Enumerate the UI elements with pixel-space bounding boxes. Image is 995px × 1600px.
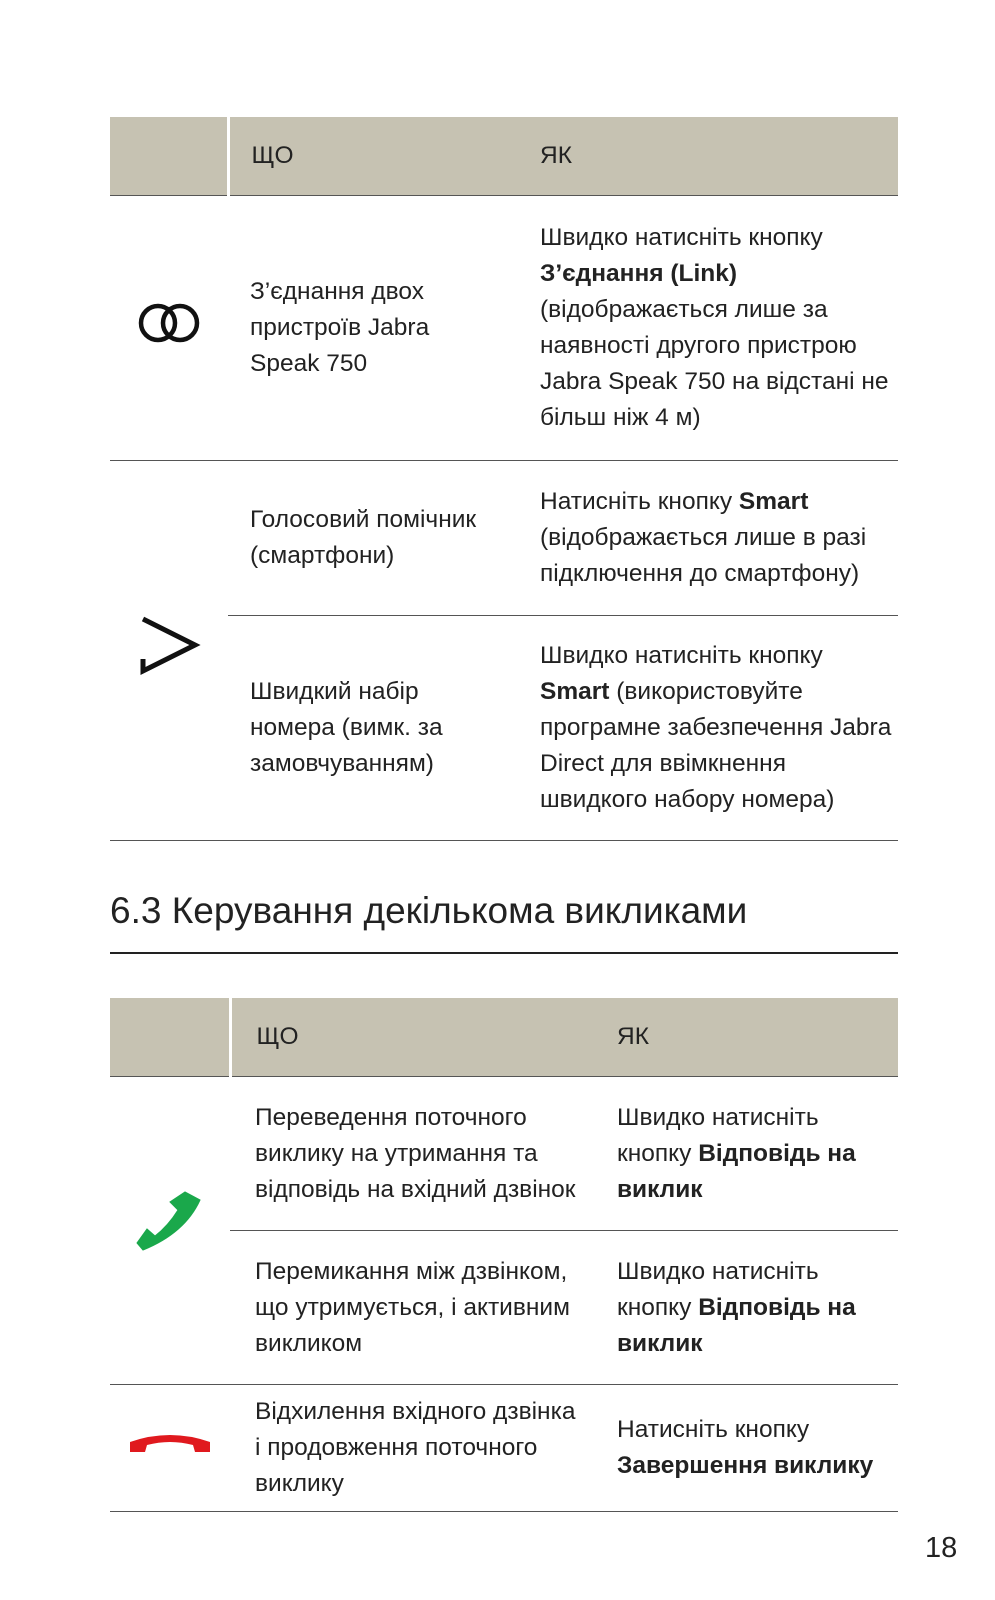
what-cell: Переведення поточного виклику на утримання та відповідь на вхідний дзвінок [230, 1077, 597, 1231]
icon-cell [110, 1385, 230, 1512]
page-number: 18 [925, 1532, 958, 1564]
table-header [110, 998, 898, 1077]
how-note: (відображається лише за наявності другого пристрою Jabra Speak 750 на відстані не більш ніж 4 м) [540, 296, 889, 431]
what-cell: Перемикання між дзвінком, що утримується, і активним викликом [230, 1231, 597, 1385]
how-cell [518, 461, 898, 616]
header-how: ЯК [597, 998, 898, 1077]
what-cell: Швидкий набір номера (вимк. за замовчуванням) [228, 616, 518, 841]
what-cell: Голосовий помічник (смартфони) [228, 461, 518, 616]
how-text: Швидко натисніть кнопку [617, 1257, 819, 1321]
button-name: З’єднання (Link) [540, 260, 738, 287]
button-name: Завершення виклику [617, 1452, 874, 1479]
header-icon-cell [110, 117, 228, 196]
icon-cell [110, 461, 228, 841]
table-row [110, 196, 898, 461]
smart-icon [137, 656, 201, 683]
how-text: Швидко натисніть кнопку [540, 224, 823, 251]
section-heading: 6.3 Керування декількома викликами [110, 890, 748, 931]
header-icon-cell [110, 998, 230, 1077]
how-text: Швидко натисніть кнопку [617, 1103, 819, 1167]
table-header [110, 117, 898, 196]
how-text: Натисніть кнопку [617, 1416, 810, 1443]
how-note: (відображається лише в разі підключення до смартфону) [540, 524, 867, 587]
what-cell: З’єднання двох пристроїв Jabra Speak 750 [228, 196, 518, 461]
table-row [110, 1385, 898, 1512]
answer-call-icon [133, 1241, 207, 1268]
button-name: Smart [738, 488, 809, 515]
how-text: Натисніть кнопку [540, 488, 739, 515]
how-note: (використовуйте програмне забезпечення Jabra Direct для ввімкнення швидкого набору номера) [540, 678, 892, 813]
how-cell [597, 1231, 898, 1385]
link-icon [137, 324, 201, 351]
table-row [110, 461, 898, 616]
controls-table-2 [110, 998, 898, 1512]
header-what: ЩО [230, 998, 597, 1077]
header-what: ЩО [228, 117, 518, 196]
controls-table-1 [110, 117, 898, 841]
header-how: ЯК [518, 117, 898, 196]
heading-divider [110, 952, 898, 954]
how-cell [518, 196, 898, 461]
how-cell [597, 1385, 898, 1512]
button-name: Відповідь на виклик [617, 1139, 856, 1203]
end-call-icon [127, 1437, 213, 1464]
how-text: Швидко натисніть кнопку [540, 642, 823, 669]
how-cell [518, 616, 898, 841]
button-name: Smart [540, 678, 610, 705]
table-row [110, 1077, 898, 1231]
icon-cell [110, 196, 228, 461]
what-cell: Відхилення вхідного дзвінка і продовження поточного виклику [230, 1385, 597, 1512]
how-cell [597, 1077, 898, 1231]
table-row [110, 616, 898, 841]
button-name: Відповідь на виклик [617, 1293, 856, 1357]
icon-cell [110, 1077, 230, 1385]
